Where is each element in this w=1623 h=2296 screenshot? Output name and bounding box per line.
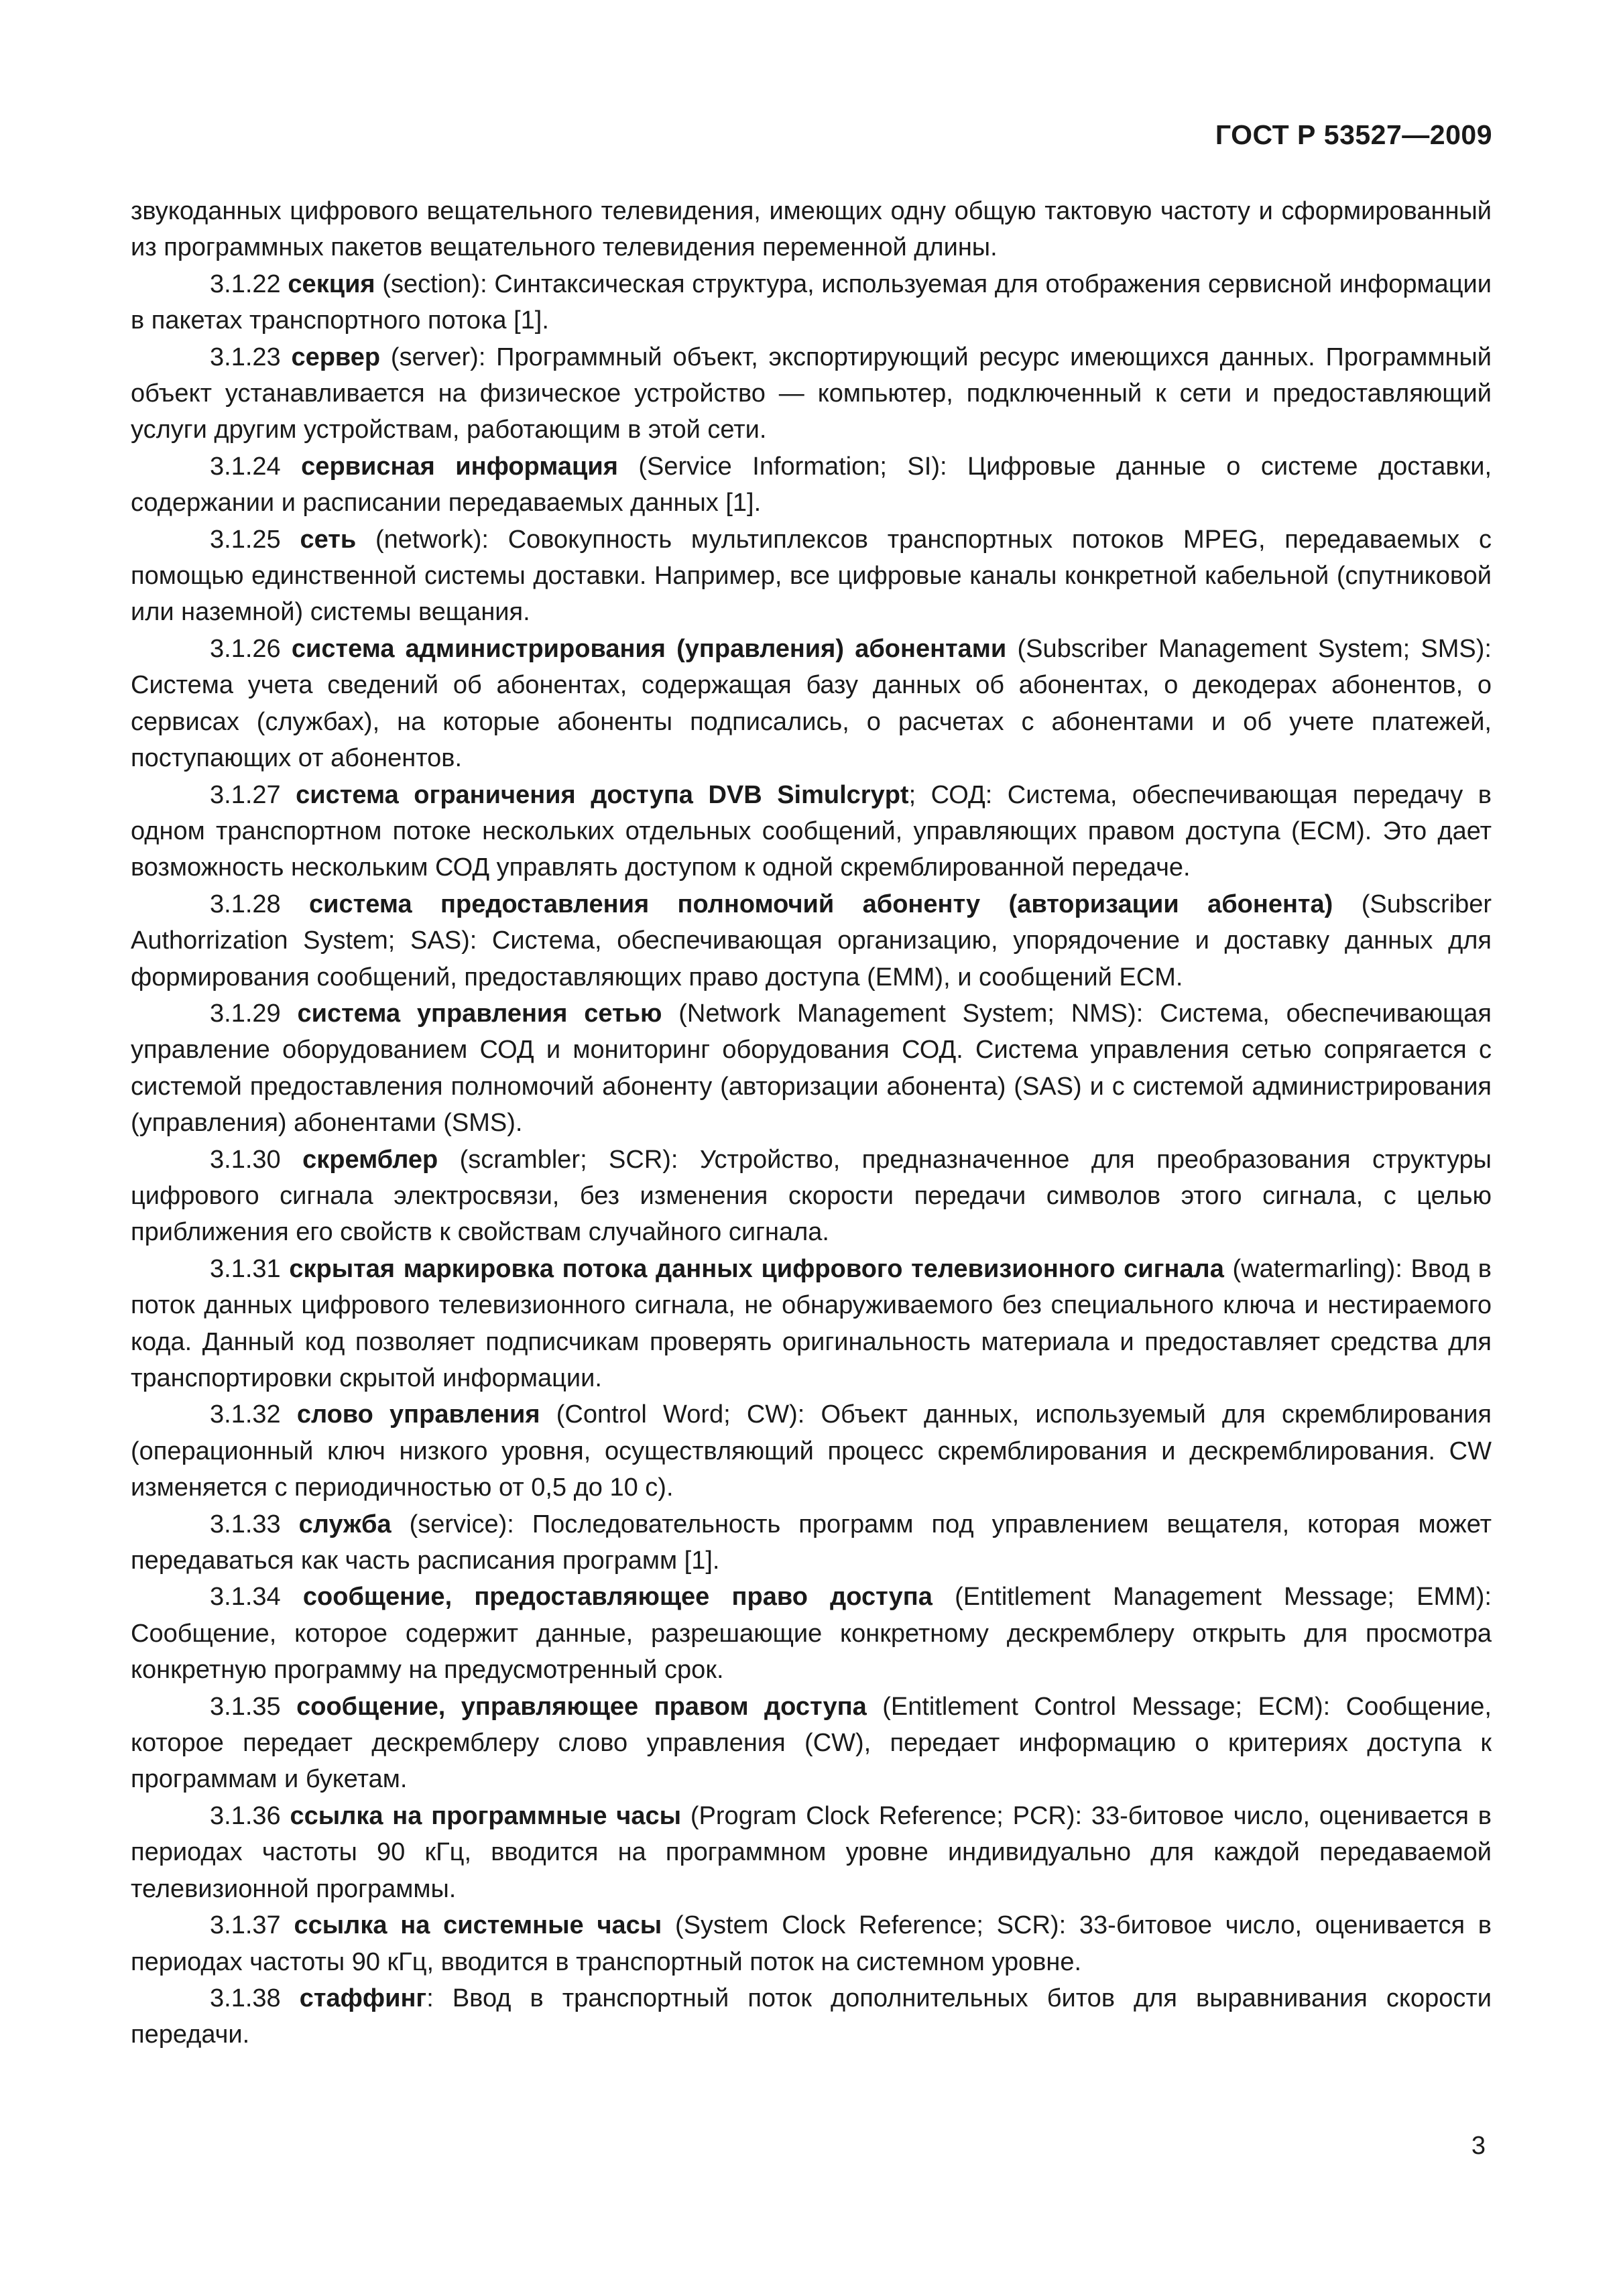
page-number: 3 — [1471, 2132, 1486, 2160]
entry-term: секция — [288, 269, 375, 298]
entry-term: сеть — [300, 525, 357, 554]
entry-number: 3.1.35 — [210, 1692, 281, 1721]
definition-entry — [131, 339, 1492, 448]
entry-definition: (Subscriber Authorrization System; SAS): Система, обеспечивающая организацию, упорядочение и доставку данных для формирования сообщений, предоставляющих право доступа (EMM), и сообщений ECM. — [131, 890, 1492, 991]
entry-definition: (Program Clock Reference; PCR): 33-битовое число, оценивается в периодах частоты 90 кГц, вводится на программном уровне индивидуально для каждой передаваемой телевизионной программы. — [131, 1801, 1492, 1903]
entry-term: стаффинг — [299, 1984, 427, 2012]
definition-entry — [131, 1396, 1492, 1506]
definition-entry — [131, 1907, 1492, 1980]
document-header: ГОСТ Р 53527—2009 — [1215, 119, 1492, 150]
entry-number: 3.1.38 — [210, 1984, 281, 2012]
document-body — [131, 193, 1492, 2053]
entry-definition: (System Clock Reference; SCR): 33-битовое число, оценивается в периодах частоты 90 кГц, вводится в транспортный поток на системном уровне. — [131, 1911, 1492, 1976]
definition-entry — [131, 448, 1492, 522]
entry-definition: : Ввод в транспортный поток дополнительных битов для выравнивания скорости передачи. — [131, 1984, 1492, 2049]
entry-number: 3.1.25 — [210, 525, 281, 554]
entry-number: 3.1.24 — [210, 452, 281, 481]
entry-term: сообщение, предоставляющее право доступа — [302, 1583, 933, 1612]
entry-definition: (Subscriber Management System; SMS): Система учета сведений об абонентах, содержащая базу данных об абонентах, о декодерах абонентов, о сервисах (службах), на которые абоненты подписались, о расчетах с абонентами и об учете платежей, поступающих от абонентов. — [131, 634, 1492, 773]
entry-definition: (watermarling): Ввод в поток данных цифрового телевизионного сигнала, не обнаруживаемого без специального ключа и нестираемого кода. Данный код позволяет подписчикам проверять оригинальность материала и предоставляет средства для транспортировки скрытой информации. — [131, 1254, 1492, 1392]
entry-number: 3.1.29 — [210, 999, 281, 1028]
entry-number: 3.1.37 — [210, 1911, 281, 1940]
entry-number: 3.1.33 — [210, 1510, 281, 1538]
entry-number: 3.1.28 — [210, 890, 281, 918]
entry-definition: (Entitlement Control Message; ECM): Сообщение, которое передает дескремблеру слово управления (CW), передает информацию о критериях доступа к программам и букетам. — [131, 1692, 1492, 1794]
entry-definition: (Entitlement Management Message; EMM): Сообщение, которое содержит данные, разрешающие конкретному дескремблеру открыть для просмотра конкретную программу на предусмотренный срок. — [131, 1583, 1492, 1685]
entry-number: 3.1.22 — [210, 269, 281, 298]
entry-term: скрытая маркировка потока данных цифрового телевизионного сигнала — [289, 1254, 1224, 1283]
entry-number: 3.1.34 — [210, 1583, 281, 1612]
definition-entry — [131, 1980, 1492, 2053]
entry-term: система предоставления полномочий абоненту (авторизации абонента) — [309, 890, 1333, 918]
definition-entry — [131, 995, 1492, 1142]
entry-definition: (server): Программный объект, экспортирующий ресурс имеющихся данных. Программный объект устанавливается на физическое устройство — компьютер, подключенный к сети и предоставляющий услуги другим устройствам, работающим в этой сети. — [131, 343, 1492, 444]
entry-number: 3.1.36 — [210, 1801, 281, 1830]
entry-term: ссылка на системные часы — [294, 1911, 662, 1940]
entry-definition: (Network Management System; NMS): Система, обеспечивающая управление оборудованием СОД и мониторинг оборудования СОД. Система управления сетью сопрягается с системой предоставления полномочий абоненту (авторизации абонента) (SAS) и с системой администрирования (управления) абонентами (SMS). — [131, 999, 1492, 1138]
entry-definition: (section): Синтаксическая структура, используемая для отображения сервисной информации в пакетах транспортного потока [1]. — [131, 269, 1492, 335]
definition-entry — [131, 777, 1492, 886]
definition-entry — [131, 886, 1492, 995]
entry-number: 3.1.32 — [210, 1400, 281, 1429]
term-definitions — [131, 266, 1492, 2053]
continuation-paragraph: звукоданных цифрового вещательного телевидения, имеющих одну общую тактовую частоту и сформированный из программных пакетов вещательного телевидения переменной длины. — [131, 197, 1492, 262]
entry-number: 3.1.27 — [210, 780, 281, 809]
entry-definition: (Control Word; CW): Объект данных, используемый для скремблирования (операционный ключ низкого уровня, осуществляющий процесс скремблирования и дескремблирования. CW изменяется с периодичностью от 0,5 до 10 с). — [131, 1400, 1492, 1502]
entry-term: сообщение, управляющее правом доступа — [296, 1692, 867, 1721]
entry-definition: (scrambler; SCR): Устройство, предназначенное для преобразования структуры цифрового сигнала электросвязи, без изменения скорости передачи символов этого сигнала, с целью приближения его свойств к свойствам случайного сигнала. — [131, 1145, 1492, 1247]
entry-term: ссылка на программные часы — [290, 1801, 682, 1830]
entry-number: 3.1.23 — [210, 343, 281, 371]
definition-entry — [131, 266, 1492, 339]
entry-term: слово управления — [296, 1400, 540, 1429]
definition-entry — [131, 1689, 1492, 1798]
definition-entry — [131, 1506, 1492, 1579]
definition-entry — [131, 522, 1492, 631]
entry-number: 3.1.31 — [210, 1254, 281, 1283]
entry-definition: (Service Information; SI): Цифровые данные о системе доставки, содержании и расписании передаваемых данных [1]. — [131, 452, 1492, 518]
entry-definition: (network): Совокупность мультиплексов транспортных потоков MPEG, передаваемых с помощью единственной системы доставки. Например, все цифровые каналы конкретной кабельной (спутниковой или наземной) системы вещания. — [131, 525, 1492, 627]
entry-term: система управления сетью — [297, 999, 662, 1028]
entry-term: система администрирования (управления) абонентами — [291, 634, 1007, 663]
definition-entry — [131, 1579, 1492, 1688]
definition-entry — [131, 1142, 1492, 1251]
definition-entry — [131, 1251, 1492, 1397]
definition-entry — [131, 1798, 1492, 1907]
entry-definition: ; СОД: Система, обеспечивающая передачу в одном транспортном потоке нескольких отдельных сообщений, управляющих правом доступа (ECM). Это дает возможность нескольким СОД управлять доступом к одной скремблированной передаче. — [131, 780, 1492, 882]
entry-term: сервер — [291, 343, 381, 371]
entry-term: служба — [298, 1510, 392, 1538]
definition-entry — [131, 631, 1492, 777]
entry-term: сервисная информация — [301, 452, 618, 481]
entry-definition: (service): Последовательность программ под управлением вещателя, которая может передаваться как часть расписания программ [1]. — [131, 1510, 1492, 1575]
entry-number: 3.1.26 — [210, 634, 281, 663]
entry-term: скремблер — [302, 1145, 438, 1174]
entry-number: 3.1.30 — [210, 1145, 281, 1174]
entry-term: система ограничения доступа DVB Simulcrypt — [296, 780, 909, 809]
